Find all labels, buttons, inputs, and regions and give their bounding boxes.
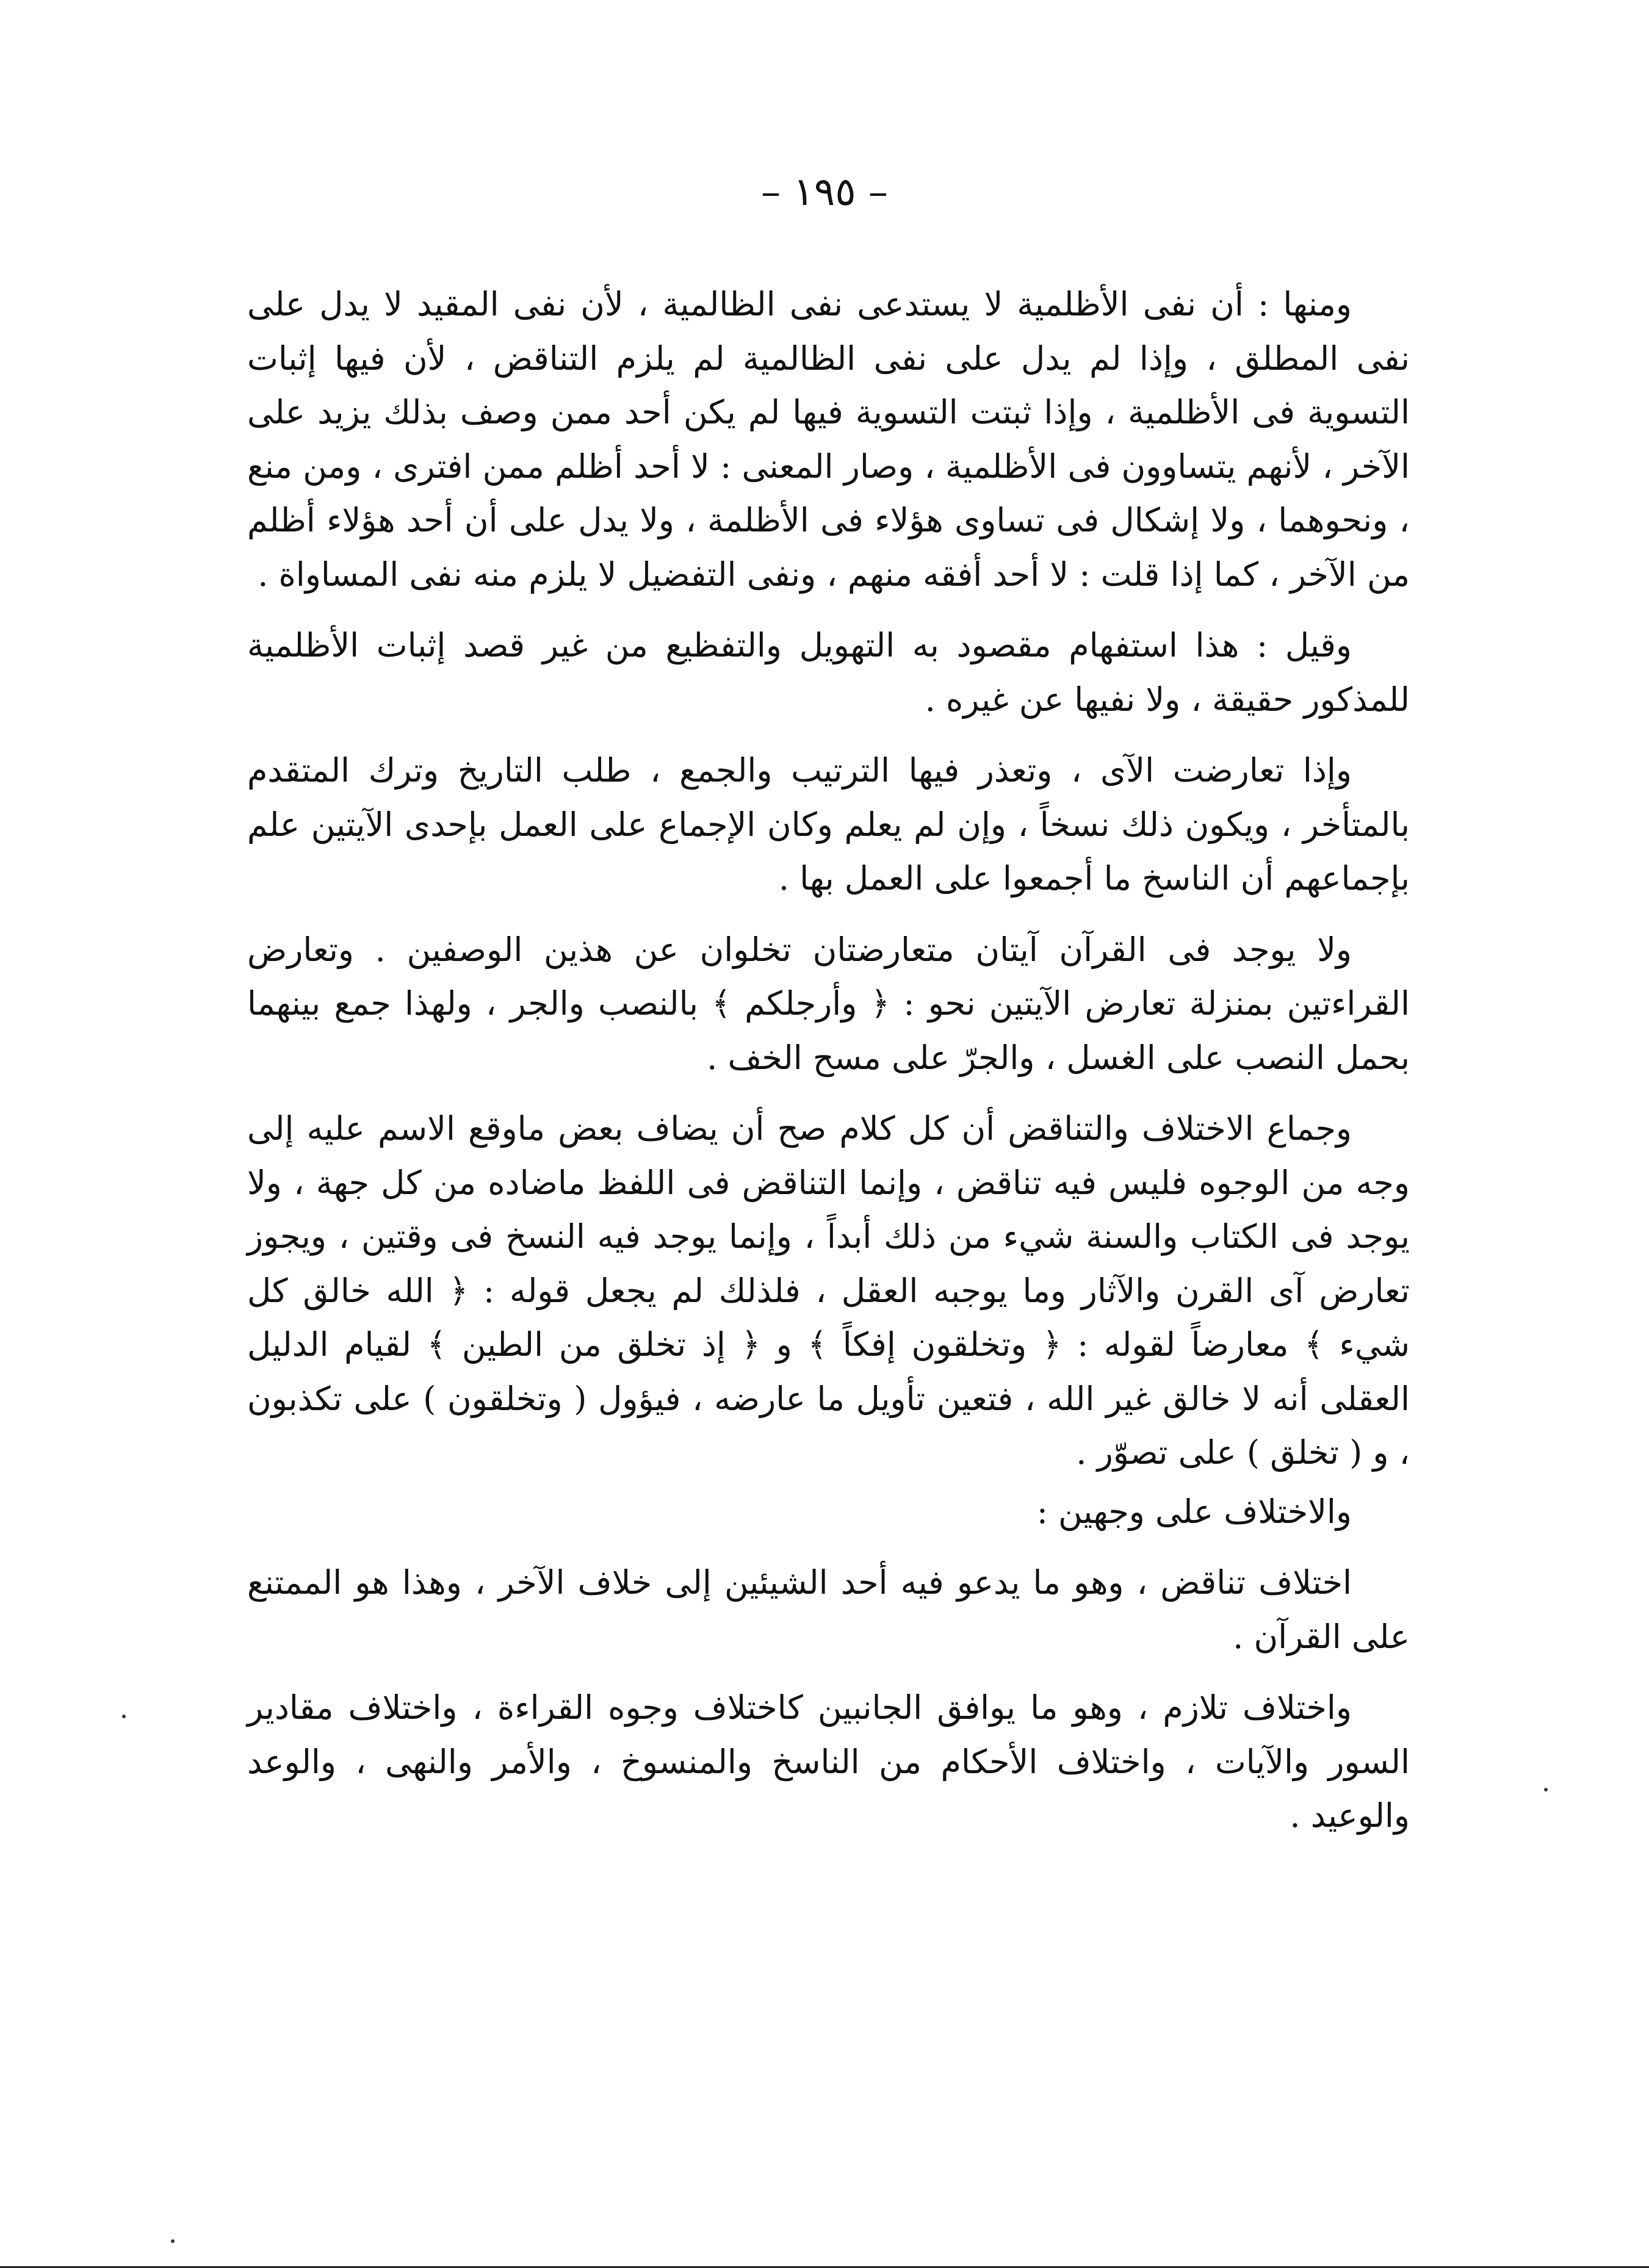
paragraph-4: ولا يوجد فى القرآن آيتان متعارضتان تخلوان عن هذين الوصفين . وتعارض القراءتين بمنزلة تعارض الآيتين نحو : ﴿ وأرجلكم ﴾ بالنصب والجر ، ولهذا جمع بينهما بحمل النصب على الغسل ، والجرّ على مسح الخف . <box>247 930 1410 1077</box>
body-text <box>247 278 1410 1860</box>
paragraph-7: اختلاف تناقض ، وهو ما يدعو فيه أحد الشيئين إلى خلاف الآخر ، وهذا هو الممتنع على القرآن . <box>247 1563 1410 1656</box>
paragraph-3: وإذا تعارضت الآى ، وتعذر فيها الترتيب والجمع ، طلب التاريخ وترك المتقدم بالمتأخر ، ويكون ذلك نسخاً ، وإن لم يعلم وكان الإجماع على العمل بإحدى الآيتين علم بإجماعهم أن الناسخ ما أجمعوا على العمل بها . <box>247 751 1410 898</box>
page-number: – ١٩٥ – <box>761 170 888 215</box>
scan-speck <box>1544 1788 1548 1791</box>
paragraph-2: وقيل : هذا استفهام مقصود به التهويل والتفظيع من غير قصد إثبات الأظلمية للمذكور حقيقة ، ولا نفيها عن غيره . <box>247 626 1410 719</box>
scan-speck <box>122 1715 126 1718</box>
paragraph-6: والاختلاف على وجهين : <box>1036 1492 1352 1531</box>
paragraph-1: ومنها : أن نفى الأظلمية لا يستدعى نفى الظالمية ، لأن نفى المقيد لا يدل على نفى المطلق ، وإذا لم يدل على نفى الظالمية لم يلزم التناقض ، لأن فيها إثبات التسوية فى الأظلمية ، وإذا ثبتت التسوية فيها لم يكن أحد ممن وصف بذلك يزيد على الآخر ، لأنهم يتساوون فى الأظلمية ، وصار المعنى : لا أحد أظلم ممن افترى ، ومن منع ، ونحوهما ، ولا إشكال فى تساوى هؤلاء فى الأظلمة ، ولا يدل على أن أحد هؤلاء أظلم من الآخر ، كما إذا قلت : لا أحد أفقه منهم ، ونفى التفضيل لا يلزم منه نفى المساواة . <box>247 285 1410 594</box>
paragraph-5: وجماع الاختلاف والتناقض أن كل كلام صح أن يضاف بعض ماوقع الاسم عليه إلى وجه من الوجوه فليس فيه تناقض ، وإنما التناقض فى اللفظ ماضاده من كل جهة ، ولا يوجد فى الكتاب والسنة شيء من ذلك أبداً ، وإنما يوجد فيه النسخ فى وقتين ، ويجوز تعارض آى القرن والآثار وما يوجبه العقل ، فلذلك لم يجعل قوله : ﴿ الله خالق كل شيء ﴾ معارضاً لقوله : ﴿ وتخلقون إفكاً ﴾ و ﴿ إذ تخلق من الطين ﴾ لقيام الدليل العقلى أنه لا خالق غير الله ، فتعين تأويل ما عارضه ، فيؤول ( وتخلقون ) على تكذبون ، و ( تخلق ) على تصوّر . <box>247 1109 1410 1472</box>
scan-speck <box>171 2239 175 2243</box>
paragraph-8: واختلاف تلازم ، وهو ما يوافق الجانبين كاختلاف وجوه القراءة ، واختلاف مقادير السور والآيات ، واختلاف الأحكام من الناسخ والمنسوخ ، والأمر والنهى ، والوعد والوعيد . <box>247 1688 1410 1835</box>
